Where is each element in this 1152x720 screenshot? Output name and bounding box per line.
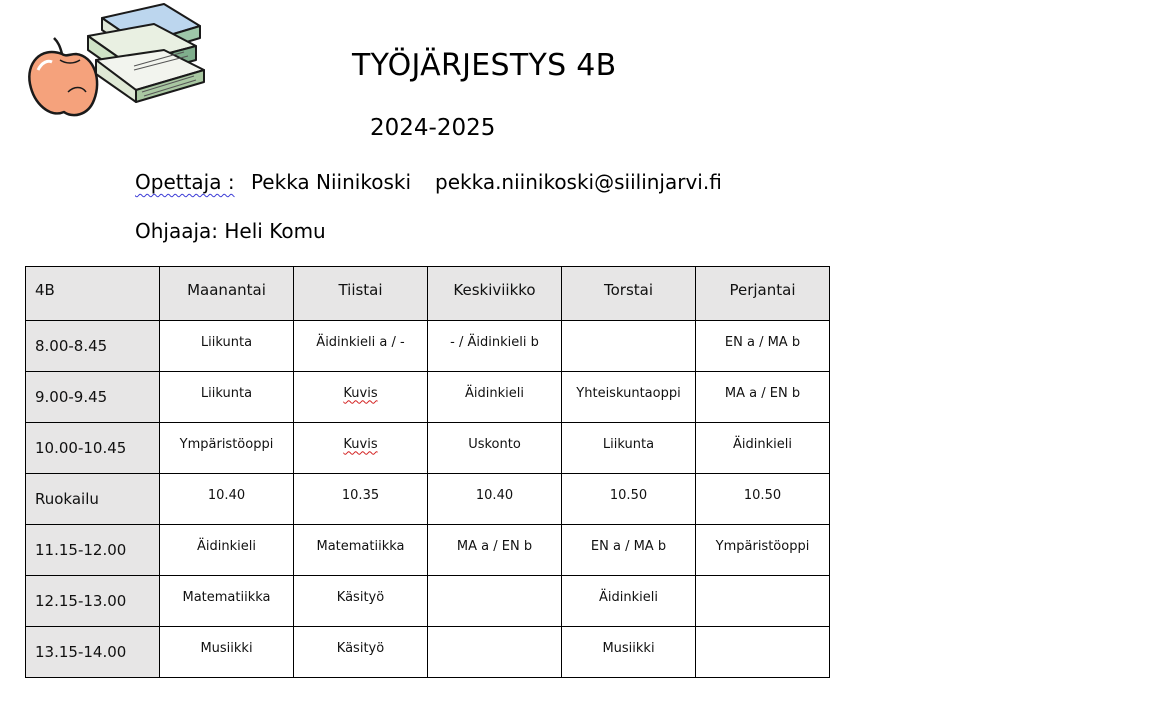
lesson-cell: Yhteiskuntaoppi bbox=[562, 372, 696, 423]
lesson-cell bbox=[428, 576, 562, 627]
lesson-cell bbox=[562, 321, 696, 372]
table-row bbox=[26, 525, 830, 576]
lesson-cell: - / Äidinkieli b bbox=[428, 321, 562, 372]
day-header-cell: Tiistai bbox=[294, 267, 428, 321]
time-cell: 13.15-14.00 bbox=[26, 627, 160, 678]
day-header-cell: Keskiviikko bbox=[428, 267, 562, 321]
lesson-cell: Liikunta bbox=[562, 423, 696, 474]
table-row bbox=[26, 474, 830, 525]
lesson-cell: Kuvis bbox=[294, 372, 428, 423]
lesson-cell: 10.40 bbox=[428, 474, 562, 525]
schedule-table bbox=[25, 266, 830, 678]
school-year: 2024-2025 bbox=[370, 115, 496, 141]
table-row bbox=[26, 372, 830, 423]
day-header-cell: Maanantai bbox=[160, 267, 294, 321]
lesson-cell: Musiikki bbox=[562, 627, 696, 678]
lesson-cell: Äidinkieli bbox=[696, 423, 830, 474]
day-header-cell: Perjantai bbox=[696, 267, 830, 321]
lesson-cell: MA a / EN b bbox=[696, 372, 830, 423]
lesson-cell: Äidinkieli bbox=[428, 372, 562, 423]
lesson-cell: Käsityö bbox=[294, 627, 428, 678]
lesson-cell: Äidinkieli a / - bbox=[294, 321, 428, 372]
day-header-cell: Torstai bbox=[562, 267, 696, 321]
lesson-cell bbox=[696, 576, 830, 627]
lesson-cell: Käsityö bbox=[294, 576, 428, 627]
table-row bbox=[26, 627, 830, 678]
class-header-cell: 4B bbox=[26, 267, 160, 321]
teacher-line bbox=[135, 170, 722, 194]
lesson-cell: 10.35 bbox=[294, 474, 428, 525]
lesson-cell: 10.40 bbox=[160, 474, 294, 525]
lesson-cell: Matematiikka bbox=[160, 576, 294, 627]
table-row bbox=[26, 576, 830, 627]
lesson-cell: Uskonto bbox=[428, 423, 562, 474]
lesson-cell: Kuvis bbox=[294, 423, 428, 474]
time-cell: Ruokailu bbox=[26, 474, 160, 525]
lesson-cell: Äidinkieli bbox=[160, 525, 294, 576]
time-cell: 9.00-9.45 bbox=[26, 372, 160, 423]
apple-and-books-icon bbox=[24, 0, 206, 120]
page-title: TYÖJÄRJESTYS 4B bbox=[352, 48, 617, 83]
lesson-cell: EN a / MA b bbox=[562, 525, 696, 576]
lesson-cell: Ympäristöoppi bbox=[696, 525, 830, 576]
lesson-cell: MA a / EN b bbox=[428, 525, 562, 576]
lesson-cell: Musiikki bbox=[160, 627, 294, 678]
table-row bbox=[26, 321, 830, 372]
lesson-cell: EN a / MA b bbox=[696, 321, 830, 372]
lesson-cell bbox=[696, 627, 830, 678]
lesson-cell: Ympäristöoppi bbox=[160, 423, 294, 474]
table-header-row bbox=[26, 267, 830, 321]
lesson-cell: 10.50 bbox=[562, 474, 696, 525]
time-cell: 12.15-13.00 bbox=[26, 576, 160, 627]
time-cell: 10.00-10.45 bbox=[26, 423, 160, 474]
advisor-line: Ohjaaja: Heli Komu bbox=[135, 219, 326, 243]
lesson-cell: Matematiikka bbox=[294, 525, 428, 576]
lesson-cell: Äidinkieli bbox=[562, 576, 696, 627]
lesson-cell: Liikunta bbox=[160, 372, 294, 423]
table-row bbox=[26, 423, 830, 474]
teacher-email: pekka.niinikoski@siilinjarvi.fi bbox=[435, 170, 722, 194]
lesson-cell: 10.50 bbox=[696, 474, 830, 525]
lesson-cell: Liikunta bbox=[160, 321, 294, 372]
lesson-cell bbox=[428, 627, 562, 678]
teacher-label: Opettaja : bbox=[135, 170, 235, 194]
time-cell: 11.15-12.00 bbox=[26, 525, 160, 576]
time-cell: 8.00-8.45 bbox=[26, 321, 160, 372]
teacher-name: Pekka Niinikoski bbox=[250, 170, 412, 194]
